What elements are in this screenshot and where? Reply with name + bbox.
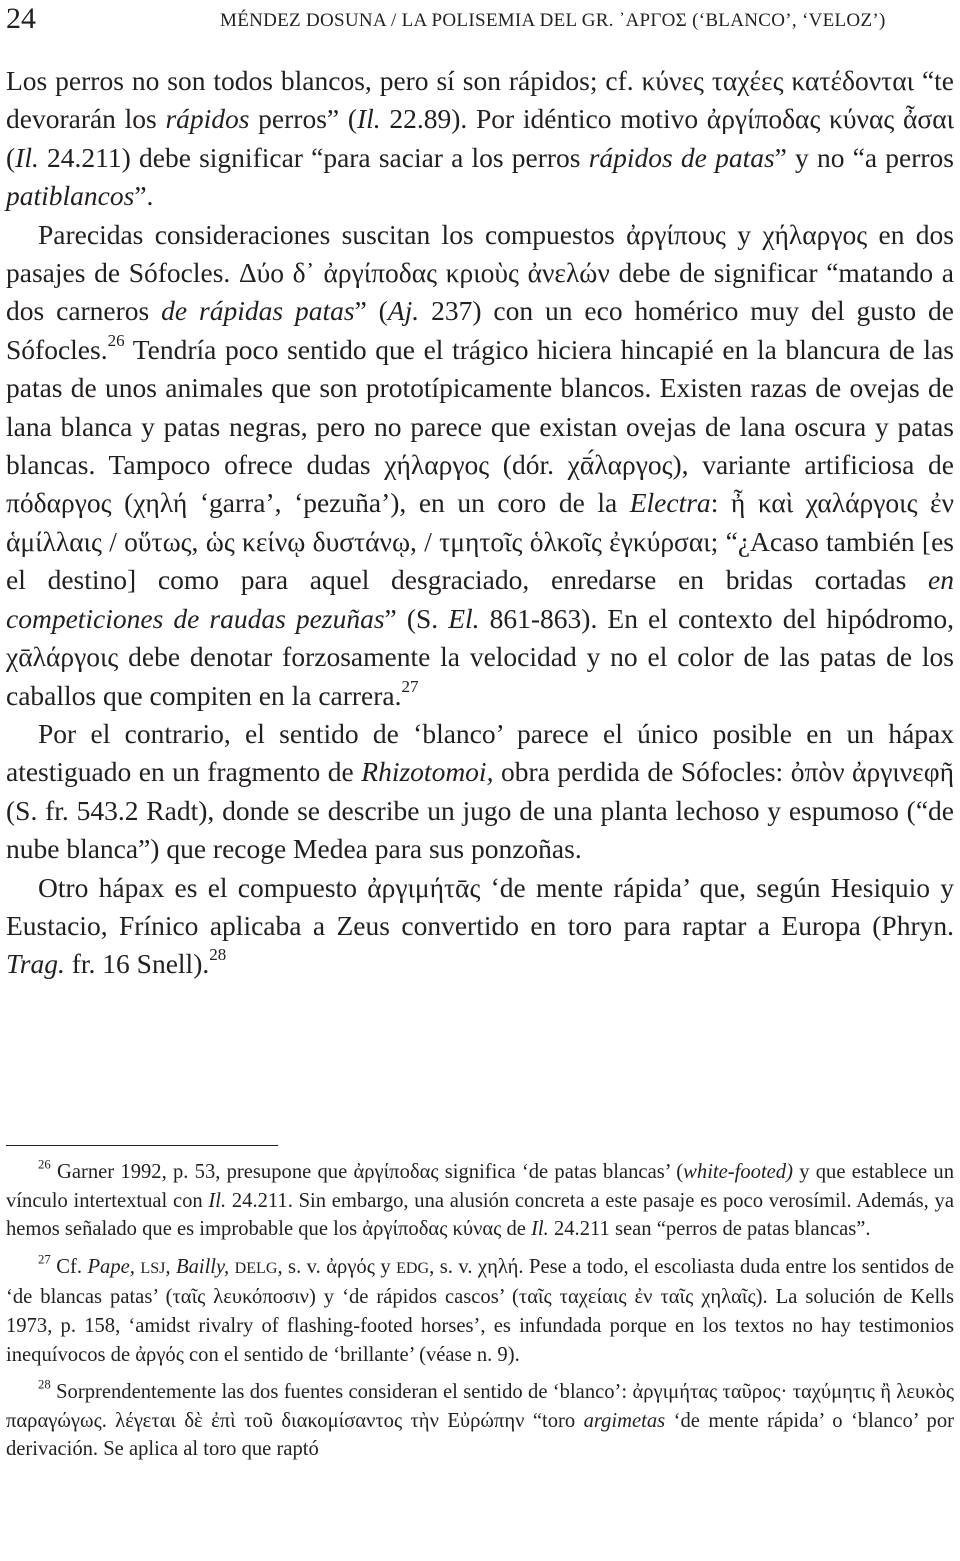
footnote-26: $^{26}$ Garner 1992, p. 53, presupone que ἀργίποδας significa ‘de patas blancas’ (white-footed) y que establece un vínculo intertextual con Il. 24.211. Sin embargo, una alusión concreta a este pasaje es poco verosímil. Además, ya hemos señalado que es improbable que los ἀργίποδας κύνας de Il. 24.211 sean “perros de patas blancas”. xyxy=(6,1157,954,1241)
footnote-number: 28 xyxy=(38,1377,51,1392)
footnote-ref-28[interactable]: 28 xyxy=(209,945,227,965)
footnote-ref-27[interactable]: 27 xyxy=(401,676,419,696)
footnote-divider xyxy=(6,1145,278,1146)
body-text xyxy=(6,62,954,984)
paragraph-3: Por el contrario, el sentido de ‘blanco’ parece el único posible en un hápax atestiguado en un fragmento de Rhizotomoi, obra perdida de Sófocles: ὀπὸν ἀργινεφῆ (S. fr. 543.2 Radt), donde se describe un jugo de una planta lechoso y espumoso (“de nube blanca”) que recoge Medea para sus ponzoñas. xyxy=(6,717,954,865)
page-header xyxy=(6,2,954,40)
running-head: MÉNDEZ DOSUNA / LA POLISEMIA DEL GR. ᾽ΑΡΓΟΣ (‘BLANCO’, ‘VELOZ’) xyxy=(220,10,886,31)
page-number: 24 xyxy=(6,2,36,35)
footnote-ref-26[interactable]: 26 xyxy=(107,331,125,351)
paragraph-1: Los perros no son todos blancos, pero sí son rápidos; cf. κύνες ταχέες κατέδονται “te devorarán los rápidos perros” (Il. 22.89). Por idéntico motivo ἀργίποδας κύνας ἆσαι (Il. 24.211) debe significar “para saciar a los perros rápidos de patas” y no “a perros patiblancos”. xyxy=(6,65,955,212)
footnote-28: $^{28}$ Sorprendentemente las dos fuentes consideran el sentido de ‘blanco’: ἀργιμήτας ταῦρος· ταχύμητις ἢ λευκὸς παραγώγως. λέγεται δὲ ἐπὶ τοῦ διακομίσαντος τὴν Εὐρώπην “toro argimetas ‘de mente rápida’ o ‘blanco’ por derivación. Se aplica al toro que raptó xyxy=(6,1377,954,1461)
paragraph-2: Parecidas consideraciones suscitan los compuestos ἀργίπους y χήλαργος en dos pasajes de Sófocles. Δύο δ᾽ ἀργίποδας κριοὺς ἀνελών debe de significar “matando a dos carneros de rápidas patas” (Aj. 237) con un eco homérico muy del gusto de Sófocles.$^{26}$ Tendría poco sentido que el trágico hiciera hincapié en la blancura de las patas de unos animales que son prototípicamente blancos. Existen razas de ovejas de lana blanca y patas negras, pero no parece que existan ovejas de lana oscura y patas blancas. Tampoco ofrece dudas χήλαργος (dór. χᾱ́λαργος), variante artificiosa de πόδαργος (χηλή ‘garra’, ‘pezuña’), en un coro de la Electra: ἦ καὶ χαλάργοις ἐν ἁμίλλαις / οὕτως, ὡς κείνῳ δυστάνῳ, / τμητοῖς ὁλκοῖς ἐγκύρσαι; “¿Acaso también [es el destino] como para aquel desgraciado, enredarse en bridas cortadas en competiciones de raudas pezuñas” (S. El. 861-863). En el contexto del hipódromo, χᾱλάργοις debe denotar forzosamente la velocidad y no el color de las patas de los caballos que compiten en la carrera.$^{27}$ xyxy=(6,218,954,711)
footnote-number: 26 xyxy=(38,1157,51,1172)
footnote-number: 27 xyxy=(38,1252,51,1267)
footnote-27: $^{27}$ Cf. Pape, LSJ, Bailly, DELG, s. v. ἀργός y EDG, s. v. χηλή. Pese a todo, el escoliasta duda entre los sentidos de ‘de blancas patas’ (ταῖς λευκόποσιν) y ‘de rápidos cascos’ (ταῖς ταχείαις ἐν ταῖς χηλαῖς). La solución de Kells 1973, p. 158, ‘amidst rivalry of flashing-footed horses’, es infundada porque en los textos no hay testimonios inequívocos de ἀργός con el sentido de ‘brillante’ (véase n. 9). xyxy=(6,1252,954,1366)
footnotes xyxy=(6,1158,954,1464)
paragraph-4: Otro hápax es el compuesto ἀργιμήτᾱς ‘de mente rápida’ que, según Hesiquio y Eustacio, Frínico aplicaba a Zeus convertido en toro para raptar a Europa (Phryn. Trag. fr. 16 Snell).$^{28}$ xyxy=(6,871,954,980)
